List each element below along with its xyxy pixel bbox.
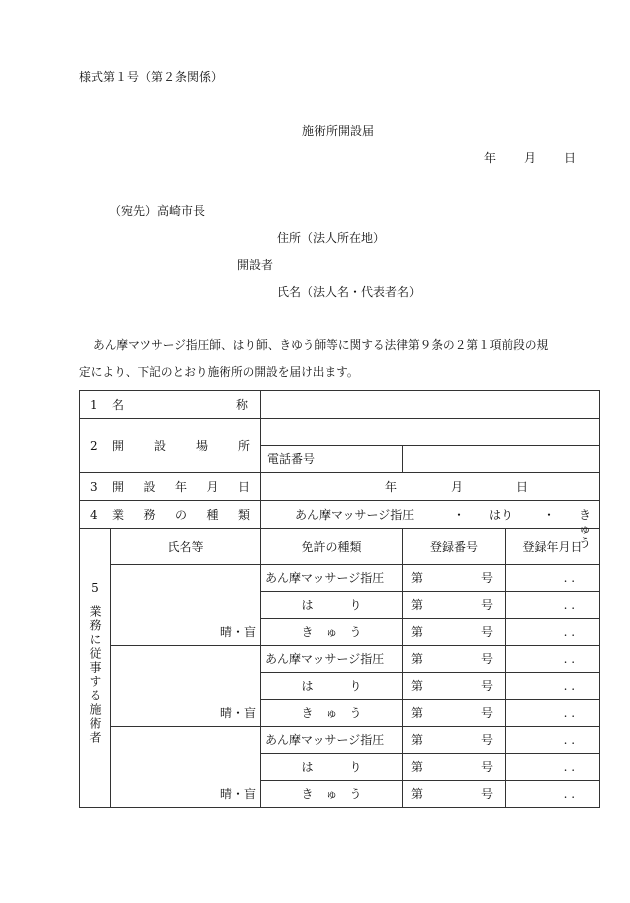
registration-date[interactable]: . .	[506, 592, 600, 619]
phone-label: 電話番号	[261, 446, 403, 473]
registration-no[interactable]: 第 号	[403, 619, 506, 646]
row-practitioners-header	[80, 529, 600, 565]
registration-date[interactable]: . .	[506, 700, 600, 727]
registration-date[interactable]: . .	[506, 673, 600, 700]
registration-no[interactable]: 第 号	[403, 727, 506, 754]
license-type: き ゅ う	[261, 619, 403, 646]
license-type: は り	[261, 754, 403, 781]
license-type: は り	[261, 592, 403, 619]
license-type: あん摩マッサージ指圧	[261, 565, 403, 592]
license-row	[80, 727, 600, 754]
license-type: あん摩マッサージ指圧	[261, 727, 403, 754]
col-header-registration-date: 登録年月日	[506, 529, 600, 565]
registration-date[interactable]: . .	[506, 619, 600, 646]
addressee: （宛先）高崎市長	[109, 204, 206, 218]
date-month: 月	[523, 151, 536, 165]
body-line-1: あん摩マツサージ指圧師、はり師、きゆう師等に関する法律第９条の２第１項前段の規	[93, 338, 549, 352]
practitioner-name-cell[interactable]	[111, 565, 261, 646]
practitioners-label: 5 業務に従事する施術者	[80, 529, 111, 808]
date-day: 日	[563, 151, 576, 165]
registration-date[interactable]: . .	[506, 781, 600, 808]
row-location-label: 2 開 設 場 所	[80, 419, 261, 473]
col-header-name: 氏名等	[111, 529, 261, 565]
col-header-license-type: 免許の種類	[261, 529, 403, 565]
registration-date[interactable]: . .	[506, 646, 600, 673]
registration-date[interactable]: . .	[506, 727, 600, 754]
registration-no[interactable]: 第 号	[403, 646, 506, 673]
address-label: 住所（法人所在地）	[277, 231, 386, 245]
registration-no[interactable]: 第 号	[403, 565, 506, 592]
registration-date[interactable]: . .	[506, 565, 600, 592]
business-type-value[interactable]: あん摩マッサージ指圧 ・ はり ・ きゅう	[261, 501, 600, 529]
license-type: は り	[261, 673, 403, 700]
registration-table	[79, 390, 600, 808]
form-number: 様式第１号（第２条関係）	[79, 70, 224, 84]
practitioner-name-cell[interactable]	[111, 727, 261, 808]
submission-date	[484, 151, 576, 165]
vision-status: 晴・盲	[220, 706, 257, 720]
open-date-value[interactable]: 年 月 日	[261, 473, 600, 501]
registration-date[interactable]: . .	[506, 754, 600, 781]
row-open-date-label: 3 開 設 年 月 日	[80, 473, 261, 501]
vision-status: 晴・盲	[220, 625, 257, 639]
row-name	[80, 391, 600, 419]
founder-label: 開設者	[237, 258, 274, 272]
location-value[interactable]	[261, 419, 600, 446]
row-business-type	[80, 501, 600, 529]
registration-no[interactable]: 第 号	[403, 673, 506, 700]
registration-no[interactable]: 第 号	[403, 754, 506, 781]
registration-no[interactable]: 第 号	[403, 592, 506, 619]
date-year: 年	[484, 151, 497, 165]
row-location	[80, 419, 600, 446]
registration-no[interactable]: 第 号	[403, 781, 506, 808]
vision-status: 晴・盲	[220, 787, 257, 801]
registration-no[interactable]: 第 号	[403, 700, 506, 727]
name-value[interactable]	[261, 391, 600, 419]
row-business-type-label: 4 業 務 の 種 類	[80, 501, 261, 529]
license-type: あん摩マッサージ指圧	[261, 646, 403, 673]
license-type: き ゅ う	[261, 700, 403, 727]
practitioner-name-cell[interactable]	[111, 646, 261, 727]
phone-value[interactable]	[403, 446, 600, 473]
body-line-2: 定により、下記のとおり施術所の開設を届け出ます。	[79, 365, 359, 379]
license-row	[80, 565, 600, 592]
row-name-label: 1 名 称	[80, 391, 261, 419]
row-open-date	[80, 473, 600, 501]
name-label: 氏名（法人名・代表者名）	[277, 285, 422, 299]
license-row	[80, 646, 600, 673]
form-title: 施術所開設届	[302, 124, 375, 138]
license-type: き ゅ う	[261, 781, 403, 808]
col-header-registration-no: 登録番号	[403, 529, 506, 565]
